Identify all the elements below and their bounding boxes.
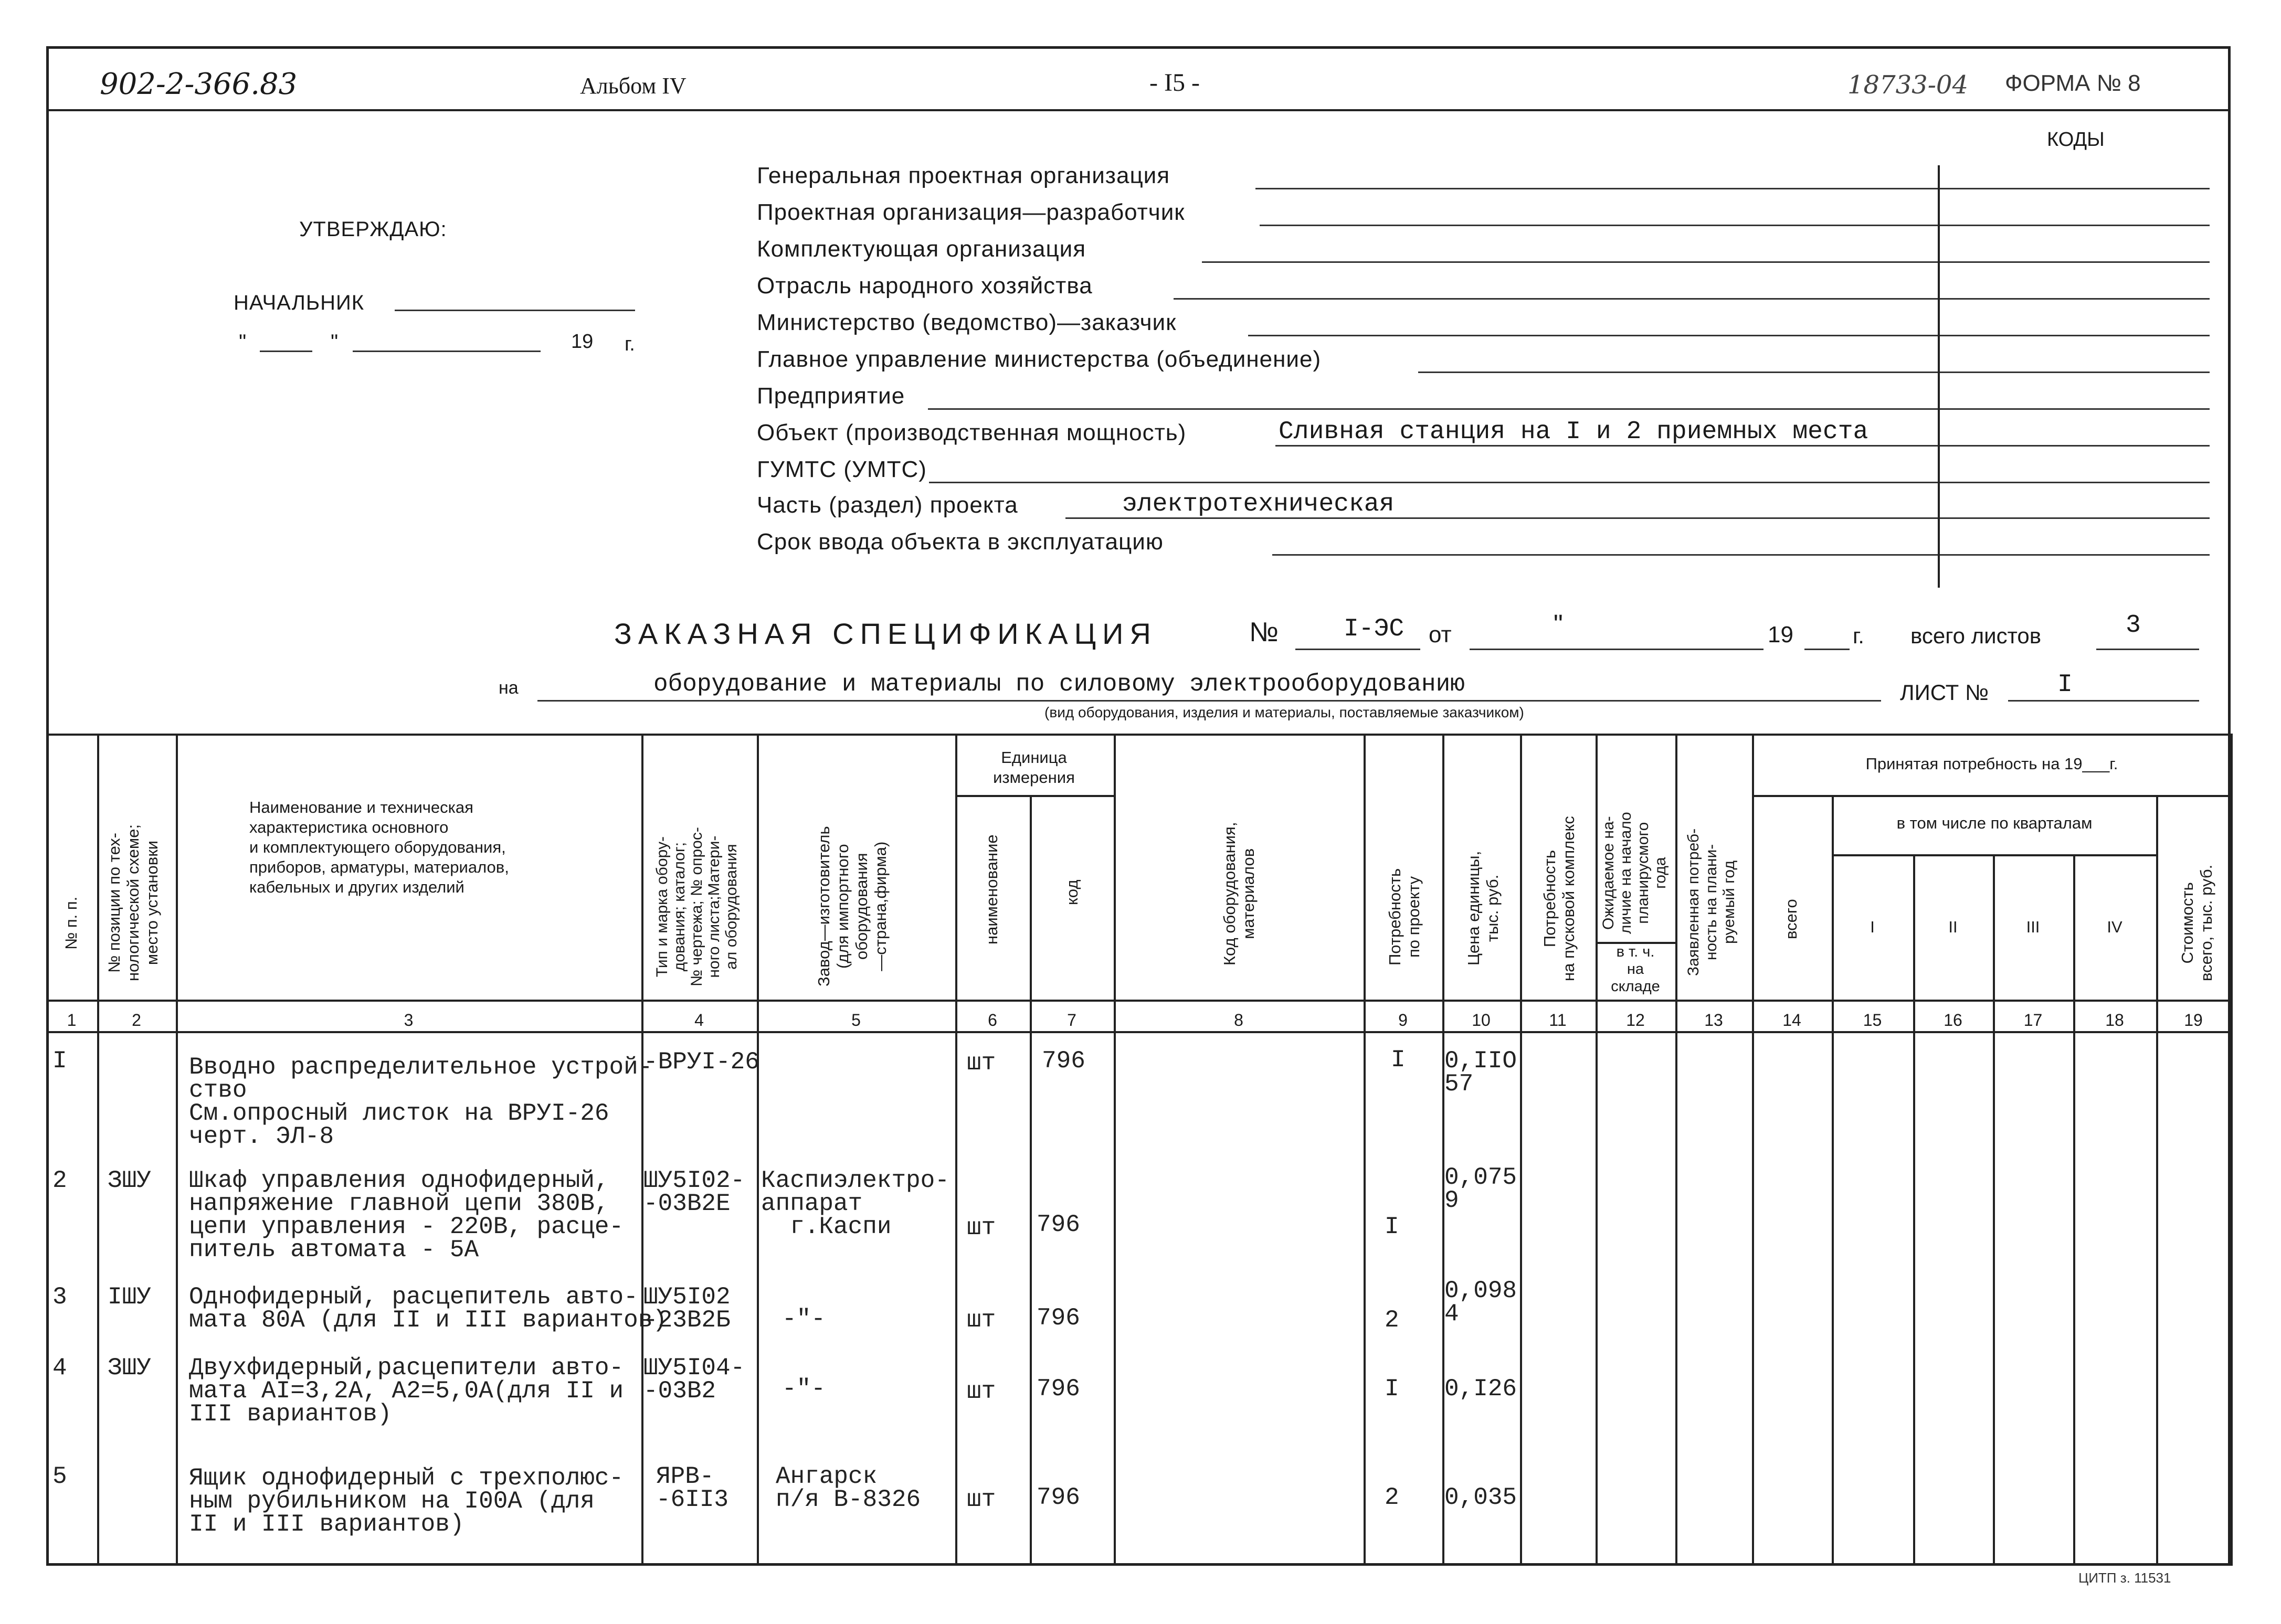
org-field-line: [1202, 261, 2210, 263]
spec-total-label: всего листов: [1910, 623, 2042, 648]
row-need: 2: [1385, 1307, 1399, 1334]
row-type: ШУ5I02- -03В2Е: [643, 1167, 745, 1217]
col-header-maker: Завод—изготовитель (для импортного оборудования —страна,фирма): [815, 826, 890, 986]
org-field-label: Часть (раздел) проекта: [757, 492, 1018, 518]
top-strip-divider: [46, 109, 2231, 111]
org-field-label: Комплектующая организация: [757, 236, 1086, 262]
row-type: -ВРУI-26: [643, 1048, 759, 1076]
row-maker: -"-: [782, 1305, 826, 1333]
row-no: I: [52, 1047, 67, 1075]
col-header-price: Цена единицы, тыс. руб.: [1464, 851, 1502, 965]
org-field-line: [929, 482, 2210, 483]
column-number: 9: [1398, 1011, 1408, 1029]
approve-year: 19: [571, 331, 594, 353]
spec-on-label: на: [499, 678, 519, 698]
org-field-label: ГУМТС (УМТС): [757, 457, 927, 482]
album-label: Альбом IV: [580, 73, 687, 99]
col-line: [1675, 734, 1677, 1566]
row-maker: -"-: [782, 1375, 826, 1403]
org-field-label: Предприятие: [757, 383, 905, 409]
spec-date-line: [1470, 649, 1763, 650]
object-value: Сливная станция на I и 2 приемных места: [1279, 418, 1868, 446]
org-field-line: [1418, 371, 2210, 373]
approve-chief-label: НАЧАЛЬНИК: [234, 291, 365, 314]
col-line: [1114, 734, 1116, 1566]
org-field-line: [1248, 335, 2210, 336]
col-header-type: Тип и марка обору- дования; каталог; № чертежа; № опрос- ного листа;Матери- ал оборудования: [653, 827, 740, 986]
row-position: ЗШУ: [108, 1167, 151, 1194]
row-unit: шт: [967, 1486, 996, 1513]
col-line: [1520, 734, 1522, 1566]
column-number: 4: [694, 1011, 704, 1029]
spec-title: ЗАКАЗНАЯ СПЕЦИФИКАЦИЯ: [614, 617, 1157, 650]
accepted-subheader-line: [1752, 795, 2231, 797]
col-header-cost: Стоимость всего, тыс. руб.: [2178, 864, 2215, 981]
col-header-unit: Единица измерения: [993, 748, 1075, 787]
col-line: [641, 734, 643, 1566]
org-field-line: [1272, 554, 2210, 556]
spec-quote: ": [1554, 609, 1563, 639]
spec-number-line: [1295, 649, 1420, 650]
org-field-line: [1260, 225, 2210, 226]
org-field-label: Главное управление министерства (объединение): [757, 346, 1322, 372]
col-header-quarters: в том числе по кварталам: [1896, 814, 2093, 832]
spec-year-line: [1804, 649, 1850, 650]
approve-year-suffix: г.: [625, 333, 635, 355]
row-price: 0,098 4: [1444, 1277, 1517, 1328]
row-no: 5: [52, 1463, 67, 1490]
org-field-line: [1174, 298, 2210, 300]
column-number: 18: [2105, 1011, 2124, 1029]
spec-subject-note: (вид оборудования, изделия и материалы, поставляемые заказчиком): [1044, 704, 1524, 720]
column-number: 5: [851, 1011, 861, 1029]
col-header-q2: II: [1948, 918, 1958, 936]
col-header-q1: I: [1870, 918, 1875, 936]
col-line: [2231, 734, 2233, 1566]
column-number: 2: [132, 1011, 141, 1029]
column-number: 14: [1782, 1011, 1801, 1029]
row-position: IШУ: [108, 1283, 151, 1311]
row-need: I: [1385, 1375, 1399, 1403]
row-price: 0,IIO 57: [1444, 1047, 1517, 1098]
row-maker: Ангарск п/я В-8326: [776, 1463, 921, 1513]
approve-quote-open: ": [239, 331, 247, 354]
approve-quote-close: ": [331, 331, 339, 354]
row-unit: шт: [967, 1214, 996, 1241]
col-line: [1832, 795, 1834, 1566]
row-no: 2: [52, 1167, 67, 1194]
row-name: Двухфидерный,расцепители авто- мата АI=3,2А, А2=5,0А(для II и III вариантов): [189, 1354, 624, 1428]
col-header-stock: в т. ч. на складе: [1611, 943, 1660, 995]
table-numbers-divider: [46, 1031, 2231, 1033]
codes-label: КОДЫ: [2047, 129, 2105, 151]
column-number: 6: [988, 1011, 997, 1029]
org-field-line: [928, 408, 2210, 410]
row-name: Ящик однофидерный с трехполюс- ным рубильником на I00А (для II и III вариантов): [189, 1464, 624, 1538]
row-unit-code: 796: [1037, 1211, 1080, 1238]
row-price: 0,075 9: [1444, 1164, 1517, 1214]
codes-divider: [1938, 165, 1940, 588]
row-type: ШУ5I04- -03В2: [643, 1354, 745, 1405]
row-type: ШУ5I02 -23В2Б: [643, 1283, 731, 1334]
column-number: 17: [2023, 1011, 2043, 1029]
table-header-divider: [46, 1000, 2231, 1002]
org-field-label: Генеральная проектная организация: [757, 163, 1170, 188]
unit-subheader-line: [955, 795, 1114, 797]
approve-month-line: [353, 351, 541, 352]
row-price: 0,035: [1444, 1484, 1517, 1511]
sheet-label: ЛИСТ №: [1900, 680, 1989, 705]
col-line: [757, 734, 759, 1566]
column-number: 3: [404, 1011, 414, 1029]
page-number: - I5 -: [1149, 69, 1200, 97]
row-unit-code: 796: [1037, 1375, 1080, 1403]
org-field-line: [1275, 445, 2210, 447]
org-field-line: [1065, 517, 2210, 519]
col-line: [176, 734, 178, 1566]
row-name: Однофидерный, расцепитель авто- мата 80А (для II и III вариантов): [189, 1283, 667, 1334]
spec-date-label: от: [1429, 622, 1452, 648]
table-top-border: [46, 734, 2231, 736]
chief-signature-line: [395, 310, 635, 311]
org-field-label: Проектная организация—разработчик: [757, 199, 1185, 225]
col-header-accepted: Принятая потребность на 19___г.: [1865, 755, 2118, 773]
spec-total: 3: [2126, 611, 2141, 640]
project-part-value: электротехническая: [1122, 490, 1395, 518]
col-line: [955, 734, 957, 1566]
col-header-q3: III: [2026, 918, 2040, 936]
col-line: [1442, 734, 1444, 1566]
column-number: 8: [1234, 1011, 1243, 1029]
org-field-line: [1255, 188, 2210, 189]
column-number: 1: [67, 1011, 77, 1029]
row-no: 4: [52, 1354, 67, 1382]
approve-day-line: [260, 351, 312, 352]
row-price: 0,I26: [1444, 1375, 1517, 1403]
col-header-unit-code: код: [1063, 879, 1081, 905]
spec-number-label: №: [1249, 617, 1279, 648]
col-header-q4: IV: [2107, 918, 2122, 936]
org-field-label: Срок ввода объекта в эксплуатацию: [757, 529, 1164, 555]
org-field-label: Объект (производственная мощность): [757, 420, 1187, 445]
org-field-label: Отрасль народного хозяйства: [757, 273, 1093, 299]
row-unit: шт: [967, 1049, 996, 1077]
spec-year-suffix: г.: [1853, 623, 1864, 648]
inventory-number: 18733-04: [1847, 70, 1968, 100]
row-unit-code: 796: [1042, 1047, 1085, 1075]
col-header-unit-name: наименование: [983, 834, 1001, 944]
column-number: 11: [1549, 1011, 1567, 1029]
row-unit: шт: [967, 1307, 996, 1334]
row-maker: Каспиэлектро- аппарат г.Каспи: [761, 1167, 949, 1240]
spec-subject: оборудование и материалы по силовому электрооборудованию: [653, 671, 1465, 698]
column-number: 16: [1944, 1011, 1962, 1029]
col-line: [1913, 854, 1915, 1566]
column-number: 12: [1626, 1011, 1645, 1029]
approve-title: УТВЕРЖДАЮ:: [299, 218, 447, 241]
row-position: ЗШУ: [108, 1354, 151, 1382]
row-no: 3: [52, 1283, 67, 1311]
col-line: [1752, 734, 1754, 1566]
row-type: ЯРВ- -6II3: [656, 1463, 729, 1513]
col-header-equipment-code: Код оборудования, материалов: [1220, 822, 1258, 965]
col-header-no: № п. п.: [62, 896, 80, 950]
row-unit-code: 796: [1037, 1484, 1080, 1511]
row-need: I: [1385, 1213, 1399, 1240]
form-number: ФОРМА № 8: [2005, 70, 2141, 96]
footer-stamp: ЦИТП з. 11531: [2078, 1570, 2171, 1586]
col-line: [2156, 795, 2158, 1566]
sheet-number: I: [2057, 671, 2073, 699]
doc-code: 902-2-366.83: [100, 67, 298, 101]
spec-year: 19: [1768, 622, 1793, 648]
sheet-line: [2008, 700, 2199, 702]
col-line: [97, 734, 99, 1566]
row-need: I: [1391, 1046, 1406, 1074]
col-header-launch-need: Потребность на пусковой комплекс: [1540, 816, 1578, 981]
col-line: [1596, 734, 1598, 1566]
row-name: Шкаф управления однофидерный, напряжение главной цепи 380В, цепи управления - 220В, расце- питель автомата - 5А: [189, 1167, 624, 1264]
row-unit: шт: [967, 1378, 996, 1405]
col-header-name: Наименование и техническая характеристика основного и комплектующего оборудования, приборов, арматуры, материалов, кабельных и других изделий: [249, 798, 509, 896]
spec-number: I-ЭС: [1344, 615, 1404, 643]
org-field-label: Министерство (ведомство)—заказчик: [757, 310, 1177, 335]
col-line: [1364, 734, 1366, 1566]
row-need: 2: [1385, 1484, 1399, 1511]
col-line: [1030, 795, 1032, 1566]
col-header-need: Потребность по проекту: [1386, 868, 1423, 965]
col-line: [2073, 854, 2075, 1566]
col-line: [1993, 854, 1995, 1566]
column-number: 19: [2184, 1011, 2203, 1029]
row-name: Вводно распределительное устрой- ство См.опросный листок на ВРУI-26 черт. ЭЛ-8: [189, 1054, 653, 1150]
column-number: 7: [1067, 1011, 1076, 1029]
spec-total-line: [2096, 649, 2199, 650]
col-header-declared: Заявленная потреб- ность на плани- руемый год: [1685, 828, 1738, 976]
spec-subject-line: [537, 700, 1881, 702]
column-number: 13: [1704, 1011, 1723, 1029]
col-header-position: № позиции по тех- нологической схеме; место установки: [105, 824, 161, 981]
column-number: 15: [1863, 1011, 1882, 1029]
row-unit-code: 796: [1037, 1304, 1080, 1332]
col-header-expected: Ожидаемое на- личие на начало планирусмого года: [1600, 812, 1669, 934]
column-number: 10: [1472, 1011, 1491, 1029]
col-header-total: всего: [1782, 899, 1800, 939]
